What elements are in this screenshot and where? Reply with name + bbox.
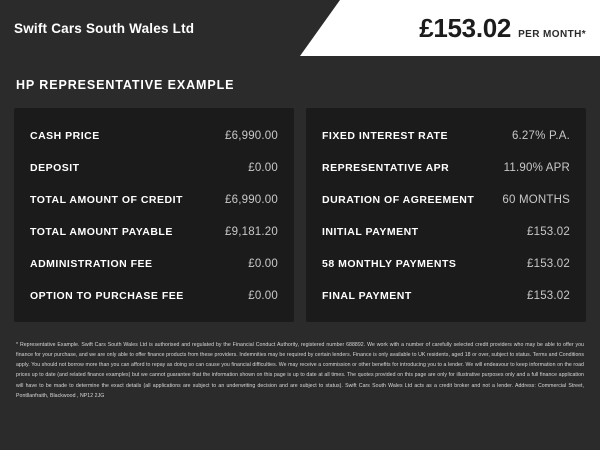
row-value: £153.02	[527, 258, 570, 270]
page-title: HP REPRESENTATIVE EXAMPLE	[16, 78, 235, 92]
price-suffix: PER MONTH*	[518, 29, 586, 40]
row-label: OPTION TO PURCHASE FEE	[30, 290, 184, 302]
right-panel	[306, 108, 586, 322]
dealer-name: Swift Cars South Wales Ltd	[14, 20, 195, 36]
table-row	[306, 248, 586, 280]
row-value: £0.00	[248, 258, 278, 270]
row-value: 6.27% P.A.	[511, 130, 570, 142]
row-label: INITIAL PAYMENT	[322, 226, 419, 238]
table-row	[306, 184, 586, 216]
row-label: TOTAL AMOUNT PAYABLE	[30, 226, 173, 238]
row-label: FINAL PAYMENT	[322, 290, 412, 302]
row-value: £0.00	[248, 162, 278, 174]
row-value: £153.02	[527, 290, 570, 302]
row-value: 60 MONTHS	[502, 194, 570, 206]
row-value: £9,181.20	[225, 226, 278, 238]
row-value: £153.02	[527, 226, 570, 238]
disclaimer-text: * Representative Example. Swift Cars South Wales Ltd is authorised and regulated by the Financial Conduct Authority, registered number 688892. We work with a number of carefully selected credit providers who may be able to offer you finance for your purchase, and we are only able to offer finance products from these providers. Indemnities may be required by certain lenders. Finance is only available to UK residents, aged 18 or over, subject to status. Terms and Conditions apply. You should not borrow more than you can afford to repay as doing so can cause you financial difficulties. We may receive a commission or other benefits for introducing you to a lender. We will endeavour to keep information on the road prices up to date (and related finance examples) but we cannot guarantee that the information shown on this page is up to date at all times. The quotes provided on this page are only for illustrative purposes only and a full finance application will have to be made to determine the exact details (all applications are subject to an underwriting decision and are subject to status). Swift Cars South Wales Ltd acts as a credit broker and not a lender. Address: Commercial Street, Pontllanfraith, Blackwood , NP12 2JG	[16, 342, 584, 399]
row-label: CASH PRICE	[30, 130, 100, 142]
row-label: FIXED INTEREST RATE	[322, 130, 448, 142]
table-row	[306, 216, 586, 248]
table-row	[306, 152, 586, 184]
table-row	[306, 280, 586, 312]
table-row	[14, 184, 294, 216]
table-row	[14, 248, 294, 280]
finance-details-panels	[0, 92, 600, 322]
monthly-price-block	[419, 0, 586, 56]
row-label: ADMINISTRATION FEE	[30, 258, 153, 270]
row-label: 58 MONTHLY PAYMENTS	[322, 258, 457, 270]
row-value: 11.90% APR	[503, 162, 570, 174]
table-row	[14, 280, 294, 312]
row-label: REPRESENTATIVE APR	[322, 162, 450, 174]
row-label: DURATION OF AGREEMENT	[322, 194, 475, 206]
price-amount: £153.02	[419, 13, 512, 43]
row-label: DEPOSIT	[30, 162, 80, 174]
row-value: £6,990.00	[225, 194, 278, 206]
table-row	[14, 152, 294, 184]
left-panel	[14, 108, 294, 322]
row-label: TOTAL AMOUNT OF CREDIT	[30, 194, 183, 206]
header	[0, 0, 600, 56]
table-row	[14, 216, 294, 248]
row-value: £6,990.00	[225, 130, 278, 142]
table-row	[14, 120, 294, 152]
row-value: £0.00	[248, 290, 278, 302]
table-row	[306, 120, 586, 152]
